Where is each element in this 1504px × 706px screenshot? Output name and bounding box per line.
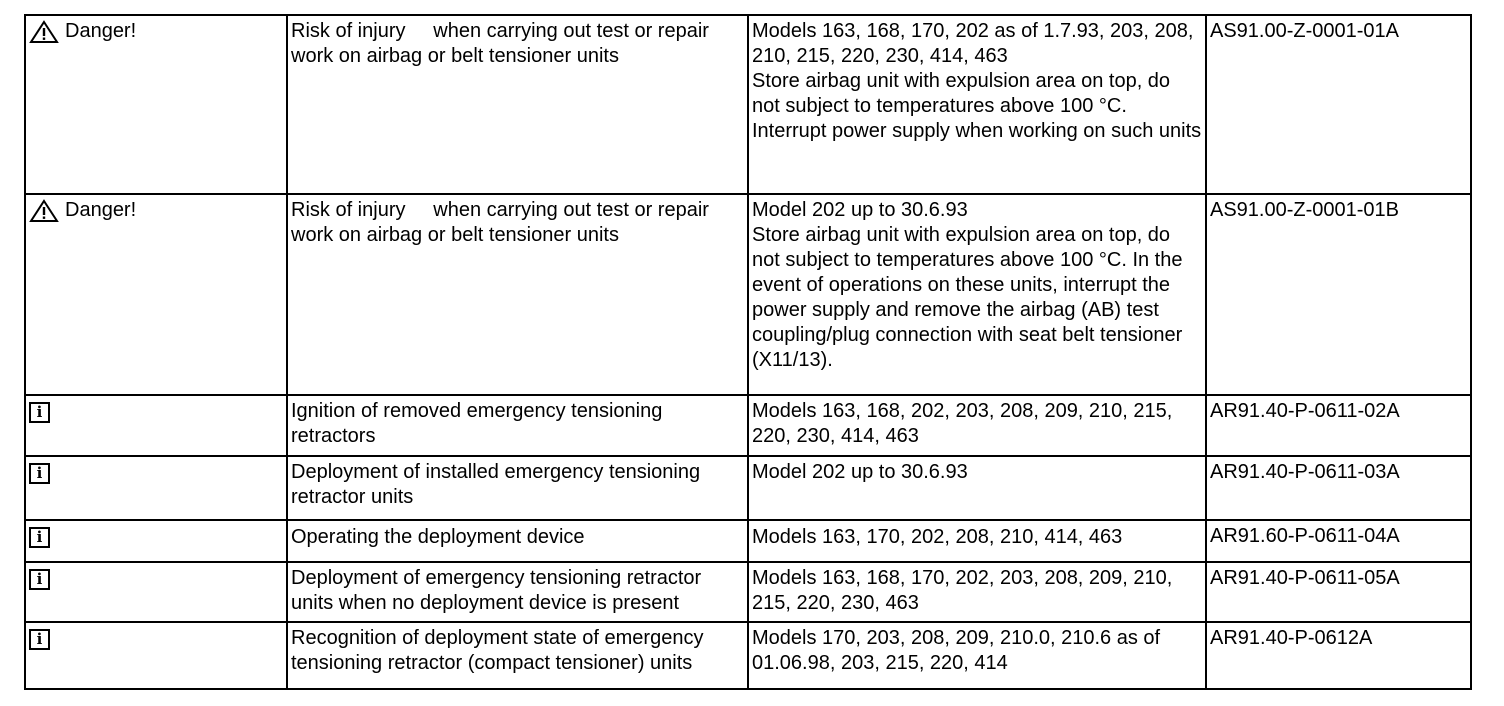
topic-cell: Risk of injury when carrying out test or repair work on airbag or belt tensioner units — [287, 194, 748, 395]
topic-cell: Ignition of removed emergency tensioning retractors — [287, 395, 748, 456]
info-icon: i — [29, 569, 50, 590]
warning-triangle-icon — [29, 199, 59, 223]
reference-cell — [1206, 395, 1471, 456]
models-cell: Models 163, 170, 202, 208, 210, 414, 463 — [748, 520, 1206, 562]
table-row — [25, 194, 1471, 395]
table-row — [25, 520, 1471, 562]
topic-cell: Recognition of deployment state of emergency tensioning retractor (compact tensioner) units — [287, 622, 748, 689]
reference-link[interactable]: AR91.40-P-0611-05A — [1210, 567, 1400, 589]
topic-cell: Deployment of installed emergency tensioning retractor units — [287, 456, 748, 520]
topic-cell: Risk of injury when carrying out test or repair work on airbag or belt tensioner units — [287, 15, 748, 194]
table-row — [25, 15, 1471, 194]
models-text: Model 202 up to 30.6.93 — [752, 199, 968, 221]
reference-link[interactable]: AS91.00-Z-0001-01B — [1210, 199, 1400, 221]
safety-notes-table — [24, 14, 1472, 690]
info-icon: i — [29, 402, 50, 423]
reference-cell — [1206, 15, 1471, 194]
table-row — [25, 622, 1471, 689]
reference-cell — [1206, 622, 1471, 689]
reference-link[interactable]: AR91.40-P-0611-03A — [1210, 461, 1400, 483]
warning-triangle-icon — [29, 20, 59, 44]
note-text: Store airbag unit with expulsion area on top, do not subject to temperatures above 100 °C. Interrupt power supply when working on such units — [752, 70, 1202, 142]
reference-cell — [1206, 562, 1471, 622]
models-cell — [748, 15, 1206, 194]
topic-cell: Deployment of emergency tensioning retractor units when no deployment device is present — [287, 562, 748, 622]
note-text: Store airbag unit with expulsion area on top, do not subject to temperatures above 100 °C. In the event of operations on these units, interrupt the power supply and remove the airbag (AB) test coupling/plug connection with seat belt tensioner (X11/13). — [752, 224, 1183, 371]
models-text: Models 163, 168, 170, 202 as of 1.7.93, 203, 208, 210, 215, 220, 230, 414, 463 — [752, 20, 1194, 67]
reference-link[interactable]: AS91.00-Z-0001-01A — [1210, 20, 1400, 42]
models-cell — [748, 194, 1206, 395]
reference-cell — [1206, 520, 1471, 562]
table-row — [25, 395, 1471, 456]
info-icon: i — [29, 629, 50, 650]
symbol-cell — [25, 456, 287, 520]
models-cell: Model 202 up to 30.6.93 — [748, 456, 1206, 520]
symbol-cell — [25, 520, 287, 562]
reference-link[interactable]: AR91.60-P-0611-04A — [1210, 525, 1400, 547]
reference-link[interactable]: AR91.40-P-0611-02A — [1210, 400, 1400, 422]
danger-label: Danger! — [65, 20, 137, 42]
models-cell: Models 163, 168, 170, 202, 203, 208, 209, 210, 215, 220, 230, 463 — [748, 562, 1206, 622]
symbol-cell — [25, 562, 287, 622]
info-icon: i — [29, 527, 50, 548]
symbol-cell — [25, 622, 287, 689]
models-cell: Models 170, 203, 208, 209, 210.0, 210.6 as of 01.06.98, 203, 215, 220, 414 — [748, 622, 1206, 689]
danger-label: Danger! — [65, 199, 137, 221]
info-icon: i — [29, 463, 50, 484]
table-row — [25, 562, 1471, 622]
reference-cell — [1206, 194, 1471, 395]
symbol-cell — [25, 194, 287, 395]
topic-cell: Operating the deployment device — [287, 520, 748, 562]
table-row — [25, 456, 1471, 520]
symbol-cell — [25, 395, 287, 456]
reference-cell — [1206, 456, 1471, 520]
reference-link[interactable]: AR91.40-P-0612A — [1210, 627, 1373, 649]
models-cell: Models 163, 168, 202, 203, 208, 209, 210, 215, 220, 230, 414, 463 — [748, 395, 1206, 456]
symbol-cell — [25, 15, 287, 194]
